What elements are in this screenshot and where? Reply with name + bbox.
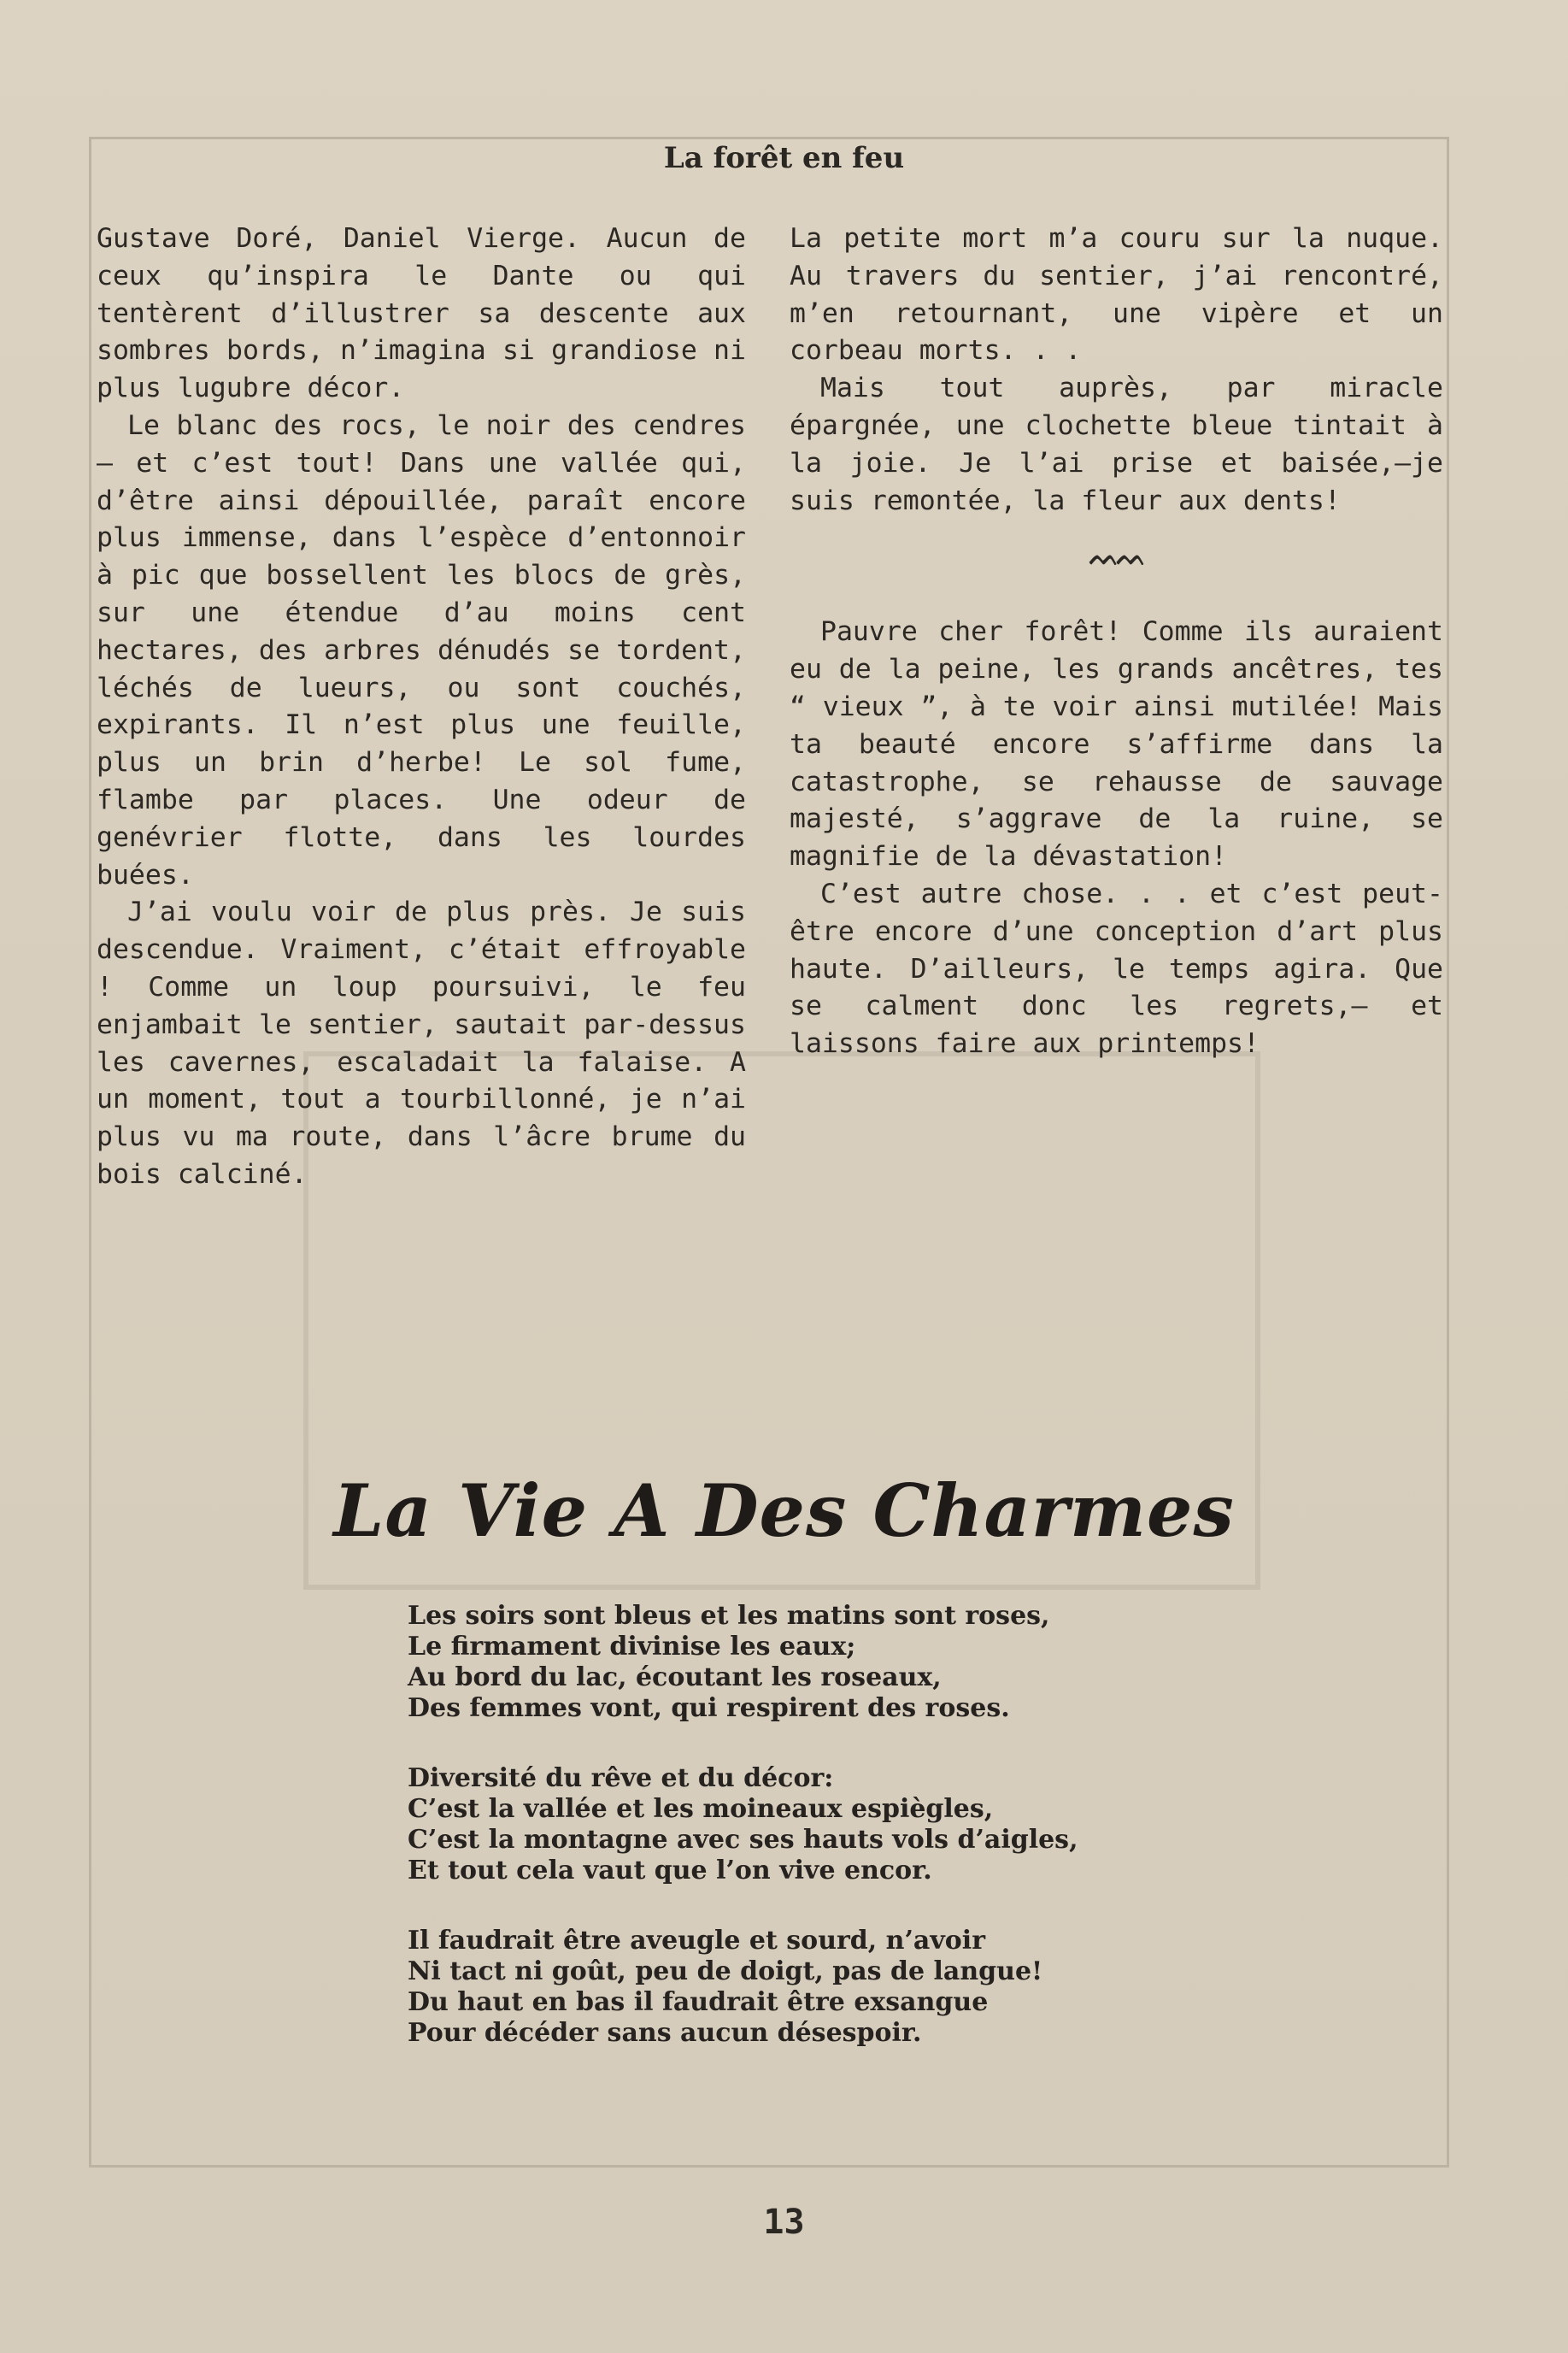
left-column	[97, 221, 746, 1194]
right-column	[790, 221, 1443, 1063]
verse-line: Du haut en bas il faudrait être exsangue	[408, 1987, 989, 2017]
verse-line: Ni tact ni goût, peu de doigt, pas de langue!	[408, 1956, 1043, 1986]
paragraph: J’ai voulu voir de plus près. Je suis descendue. Vraiment, c’était effroyable ! Comme un loup poursuivi, le feu enjambait le sentier, sautait par-dessus les cavernes, escaladait la falaise. A un moment, tout a tourbillonné, je n’ai plus vu ma route, dans l’âcre brume du bois calciné.	[97, 897, 746, 1190]
running-head: La forêt en feu	[663, 141, 905, 175]
stanza	[408, 1763, 1177, 1886]
verse-line: C’est la vallée et les moineaux espiègles,	[408, 1794, 994, 1824]
verse-line: Les soirs sont bleus et les matins sont roses,	[408, 1601, 1050, 1631]
verse-line: Le firmament divinise les eaux;	[408, 1632, 856, 1662]
paragraph: La petite mort m’a couru sur la nuque. Au travers du sentier, j’ai rencontré, m’en retournant, une vipère et un corbeau morts. . .	[790, 223, 1443, 367]
verse-line: Diversité du rêve et du décor:	[408, 1763, 834, 1793]
poem-title: La Vie A Des Charmes	[333, 1468, 1235, 1553]
section-separator: ᨓᨓ	[1089, 542, 1144, 573]
page-number: 13	[763, 2203, 805, 2242]
paragraph: Pauvre cher forêt! Comme ils auraient eu de la peine, les grands ancêtres, tes “ vieux ”, à te voir ainsi mutilée! Mais ta beauté encore s’affirme dans la catastrophe, se rehausse de sauvage majesté, s’aggrave de la ruine, se magnifie de la dévastation!	[790, 616, 1443, 873]
stanza	[408, 1601, 1177, 1724]
verse-line: Et tout cela vaut que l’on vive encor.	[408, 1856, 932, 1885]
paragraph: C’est autre chose. . . et c’est peut-être encore d’une conception d’art plus haute. D’ailleurs, le temps agira. Que se calment donc les regrets,— et laissons faire aux printemps!	[790, 878, 1443, 1060]
verse-line: Il faudrait être aveugle et sourd, n’avoir	[408, 1926, 986, 1956]
paragraph: Mais tout auprès, par miracle épargnée, une clochette bleue tintait à la joie. Je l’ai prise et baisée,—je suis remontée, la fleur aux dents!	[790, 373, 1443, 516]
stanza	[408, 1926, 1177, 2049]
paragraph: Gustave Doré, Daniel Vierge. Aucun de ceux qu’inspira le Dante ou qui tentèrent d’illustrer sa descente aux sombres bords, n’imagina si grandiose ni plus lugubre décor.	[97, 223, 746, 404]
verse-line: C’est la montagne avec ses hauts vols d’aigles,	[408, 1825, 1078, 1855]
paragraph: Le blanc des rocs, le noir des cendres— et c’est tout! Dans une vallée qui, d’être ainsi dépouillée, paraît encore plus immense, dans l’espèce d’entonnoir à pic que bossellent les blocs de grès, sur une étendue d’au moins cent hectares, des arbres dénudés se tordent, léchés de lueurs, ou sont couchés, expirants. Il n’est plus une feuille, plus un brin d’herbe! Le sol fume, flambe par places. Une odeur de genévrier flotte, dans les lourdes buées.	[97, 409, 746, 891]
poem	[408, 1601, 1177, 2088]
verse-line: Des femmes vont, qui respirent des roses.	[408, 1693, 1010, 1723]
verse-line: Pour décéder sans aucun désespoir.	[408, 2018, 922, 2048]
verse-line: Au bord du lac, écoutant les roseaux,	[408, 1662, 942, 1692]
